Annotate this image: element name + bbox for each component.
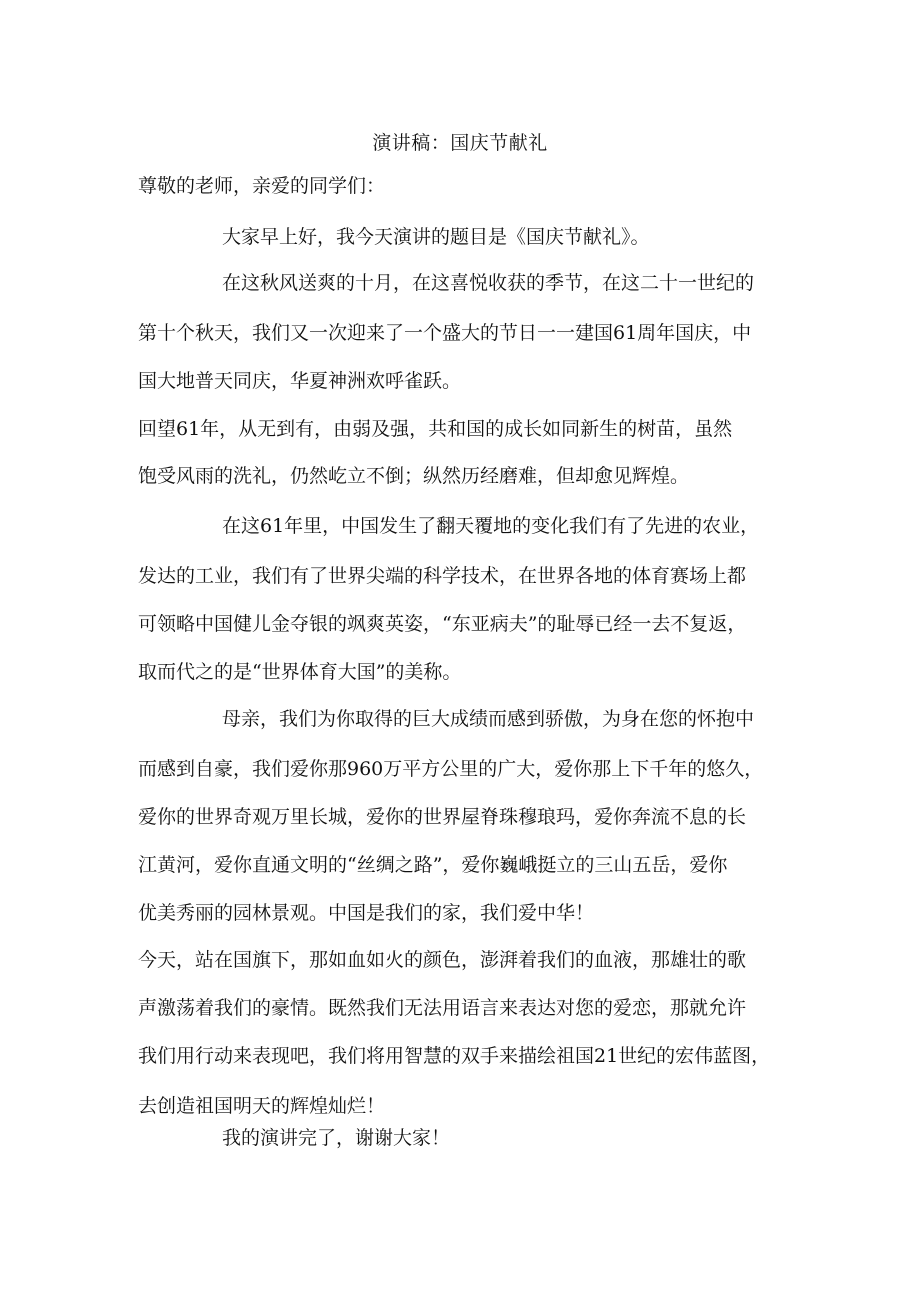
text-line: 饱受风雨的洗礼，仍然屹立不倒；纵然历经磨难，但却愈见辉煌。 [138,465,690,487]
text-line: 声激荡着我们的豪情。既然我们无法用语言来表达对您的爱恋，那就允许 [138,997,747,1019]
text-line: 可领略中国健儿金夺银的飒爽英姿，“东亚病夫”的耻辱已经一去不复返， [138,613,747,635]
text-line: 取而代之的是“世界体育大国”的美称。 [138,661,462,683]
text-line: 回望61年，从无到有，由弱及强，共和国的成长如同新生的树苗，虽然 [138,418,733,440]
text-line: 母亲，我们为你取得的巨大成绩而感到骄傲，为身在您的怀抱中 [222,708,755,730]
text-line: 江黄河，爱你直通文明的“丝绸之路”，爱你巍峨挺立的三山五岳，爱你 [138,854,728,876]
text-line: 我们用行动来表现吧，我们将用智慧的双手来描绘祖国21世纪的宏伟蓝图， [138,1045,771,1067]
text-line: 优美秀丽的园林景观。中国是我们的家，我们爱中华！ [138,902,595,924]
text-line: 第十个秋天，我们又一次迎来了一个盛大的节日一一建国61周年国庆，中 [138,322,752,344]
text-line: 去创造祖国明天的辉煌灿烂！ [138,1095,386,1117]
text-line: 在这61年里，中国发生了翻天覆地的变化我们有了先进的农业， [222,515,760,537]
text-line: 大家早上好，我今天演讲的题目是《国庆节献礼》。 [222,226,650,248]
text-line: 国大地普天同庆，华夏神洲欢呼雀跃。 [138,370,462,392]
text-line: 在这秋风送爽的十月，在这喜悦收获的季节，在这二十一世纪的 [222,272,755,294]
text-line: 发达的工业，我们有了世界尖端的科学技术，在世界各地的体育赛场上都 [138,565,747,587]
text-line: 我的演讲完了，谢谢大家！ [222,1127,451,1149]
text-line: 爱你的世界奇观万里长城，爱你的世界屋脊珠穆琅玛，爱你奔流不息的长 [138,806,747,828]
document-title: 演讲稿：国庆节献礼 [372,132,548,154]
text-line: 今天，站在国旗下，那如血如火的颜色，澎湃着我们的血液，那雄壮的歌 [138,949,747,971]
text-line: 而感到自豪，我们爱你那960万平方公里的广大，爱你那上下千年的悠久， [138,758,764,780]
text-line: 尊敬的老师，亲爱的同学们： [138,175,386,197]
